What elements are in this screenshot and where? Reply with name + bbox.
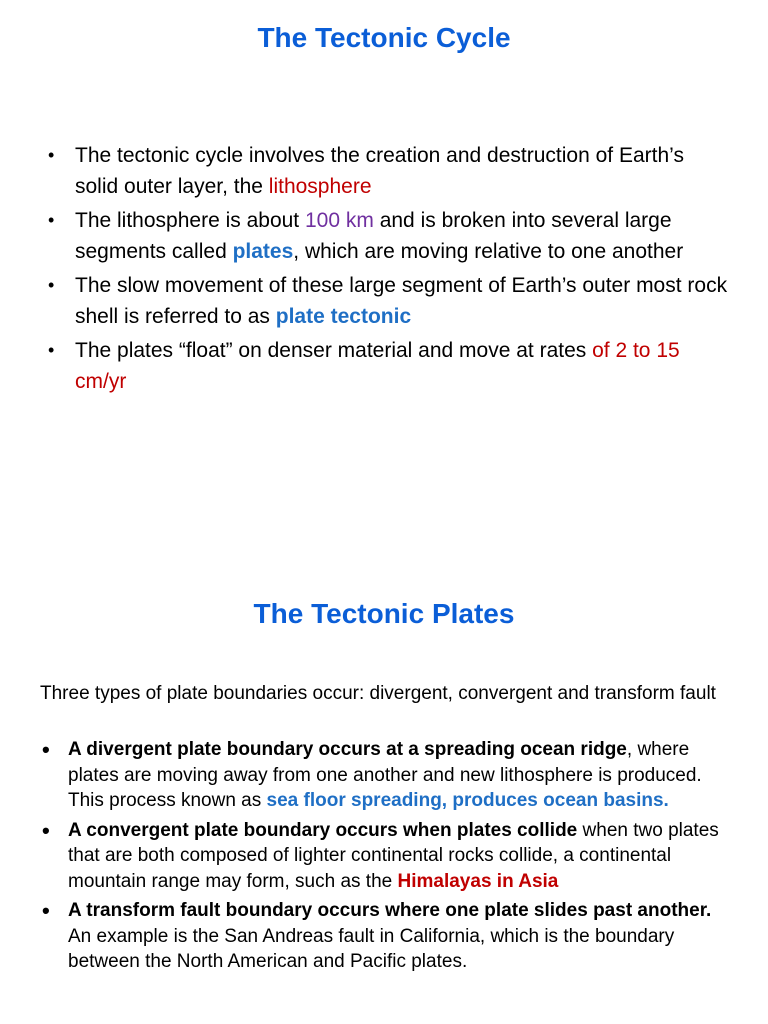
bullet-icon: • [48,340,55,360]
slide-title: The Tectonic Plates [253,598,515,629]
bullet-icon: • [48,210,55,230]
list-item [42,818,732,895]
bullet-text: The tectonic cycle involves the creation and destruction of Earth’s solid outer layer, the [75,144,684,198]
highlight-value: 100 km [304,209,374,232]
list-item [48,205,728,267]
list-item [48,270,728,332]
bullet-heading: A transform fault boundary occurs where one plate slides past another. [68,900,712,921]
list-item [48,140,728,202]
list-item [42,737,732,814]
bullet-text: The slow movement of these large segment of Earth’s outer most rock shell is referred to as [75,274,728,328]
bullet-text: when two plates that are both composed of lighter continental rocks collide, a continental mountain range may form, such as the [68,819,719,892]
bullet-text: An example is the San Andreas fault in California, which is the boundary between the North American and Pacific plates. [68,925,675,972]
bullet-text: , where plates are moving away from one another and new lithosphere is produced. This process known as [68,739,702,811]
bullet-icon: • [42,737,50,762]
list-item [48,335,728,397]
bullet-text: The plates “float” on denser material and move at rates [75,339,593,362]
highlight-term: plates [232,240,294,263]
bullet-text: and is broken into several large segments called [75,209,672,263]
bullet-heading: A divergent plate boundary occurs at a spreading ocean ridge [68,739,627,760]
highlight-value: of 2 to 15 cm/yr [75,339,680,393]
bullet-text: The lithosphere is about [75,209,305,232]
bullet-icon: • [48,145,55,165]
highlight-term: Himalayas in Asia [397,870,559,892]
intro-text: Three types of plate boundaries occur: divergent, convergent and transform fault [40,683,716,704]
highlight-term: lithosphere [268,175,372,198]
highlight-term: plate tectonic [275,305,412,328]
highlight-term: sea floor spreading, produces ocean basins. [266,790,669,811]
bullet-list [48,140,728,400]
bullet-heading: A convergent plate boundary occurs when plates collide [68,819,578,841]
bullet-text: , which are moving relative to one another [293,240,684,263]
slide-title: The Tectonic Cycle [257,22,511,53]
bullet-icon: • [42,817,50,843]
list-item [42,898,732,975]
bullet-icon: • [42,898,50,923]
bullet-icon: • [48,275,55,295]
bullet-list [42,737,732,979]
